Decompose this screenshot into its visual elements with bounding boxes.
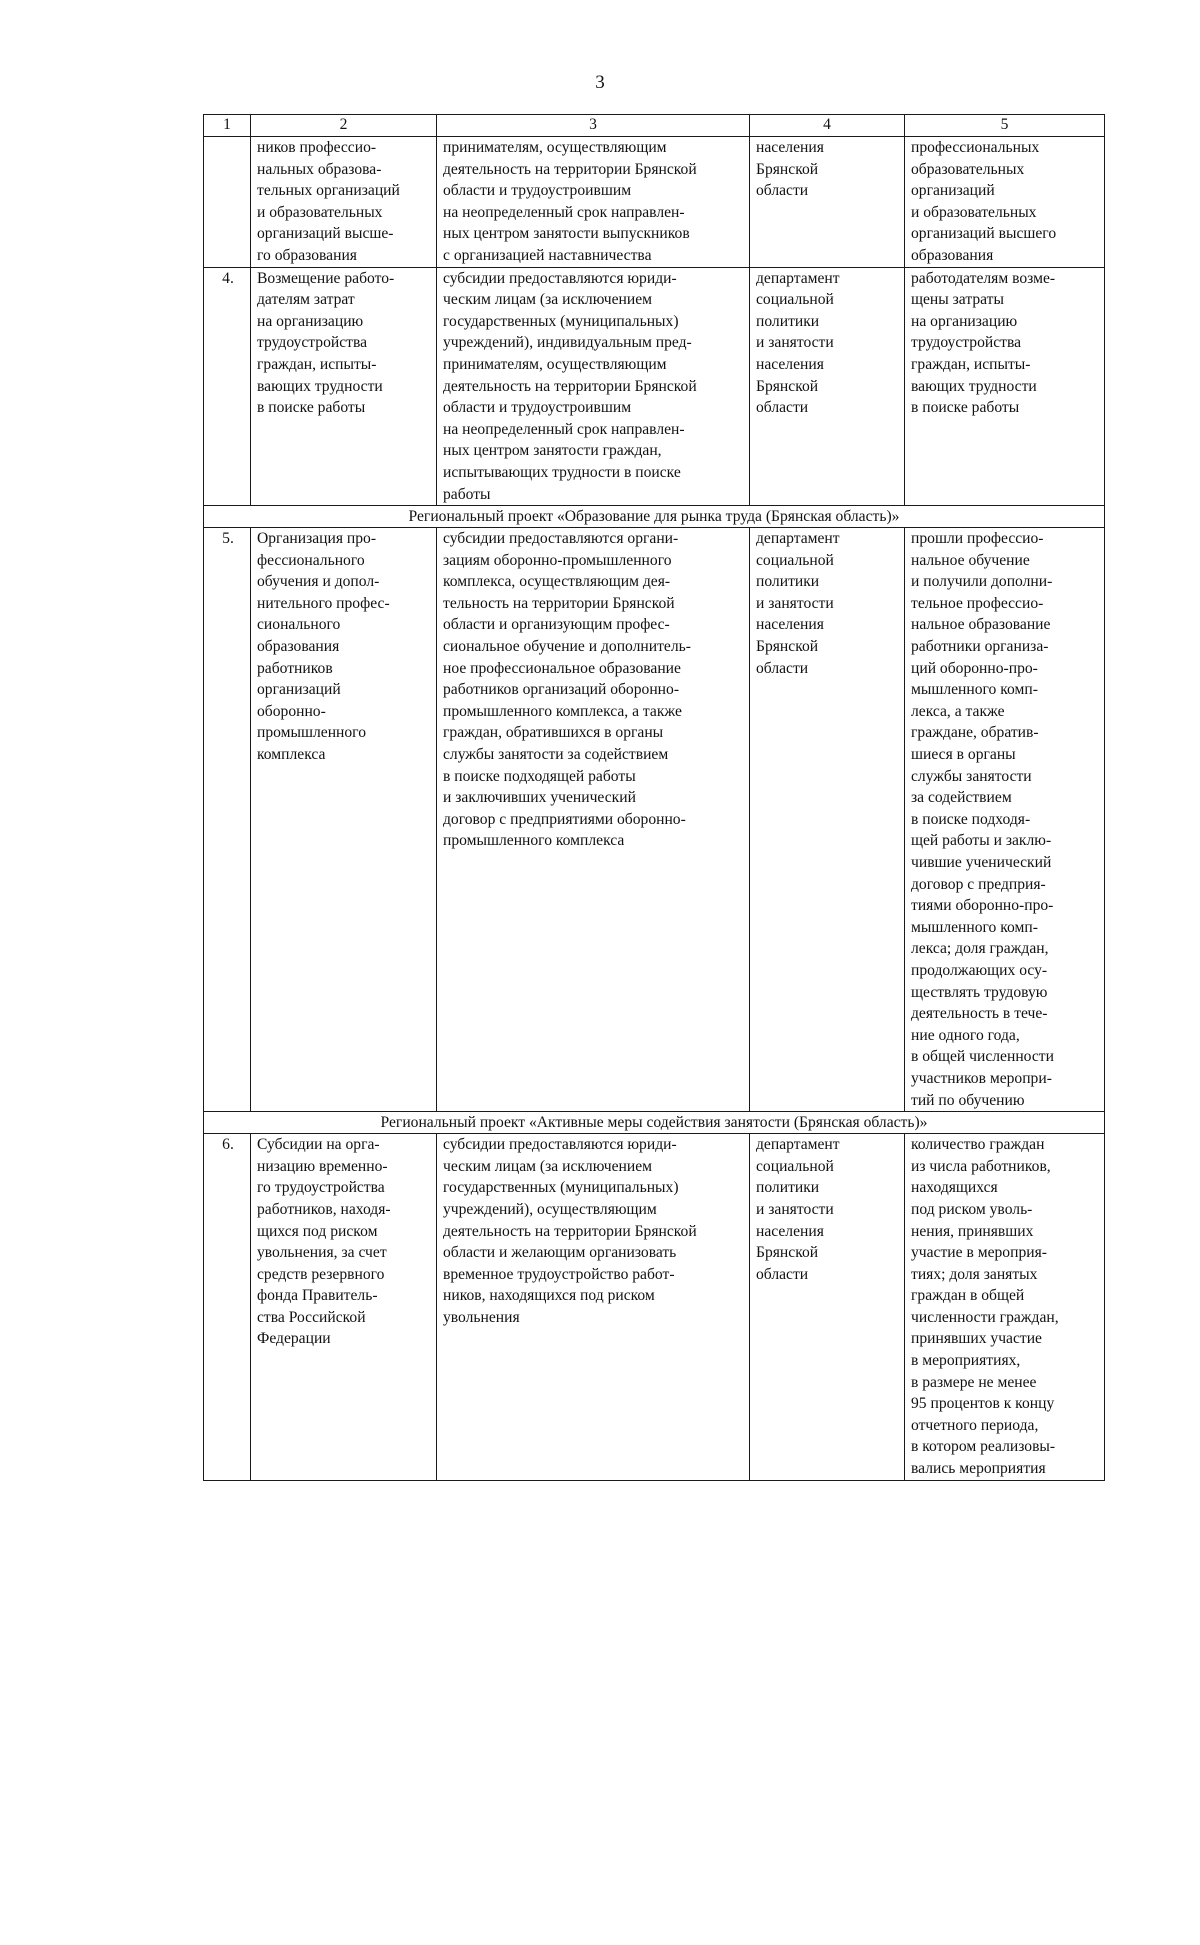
table-row — [204, 1134, 1105, 1481]
text-line: и заключивших ученический — [443, 789, 636, 807]
text-line: и образовательных — [911, 203, 1037, 221]
text-line: фонда Правитель- — [257, 1287, 378, 1305]
text-line: количество граждан — [911, 1136, 1045, 1154]
text-line: промышленного комплекса — [443, 832, 625, 850]
text-line: департамент — [756, 530, 840, 548]
section-heading: Региональный проект «Образование для рынка труда (Брянская область)» — [204, 506, 1105, 528]
text-line: го трудоустройства — [257, 1179, 385, 1197]
section-heading-row — [204, 1112, 1105, 1134]
text-line: ников, находящихся под риском — [443, 1287, 655, 1305]
text-line: государственных (муниципальных) — [443, 1179, 679, 1197]
text-line: увольнения, за счет — [257, 1244, 387, 1262]
text-line: в размере не менее — [911, 1373, 1037, 1391]
section-heading-row — [204, 506, 1105, 528]
text-line: государственных (муниципальных) — [443, 312, 679, 330]
text-line: образования — [911, 246, 994, 264]
text-line: ное профессиональное образование — [443, 659, 681, 677]
text-line: службы занятости — [911, 767, 1032, 785]
text-line: работников — [257, 659, 333, 677]
text-line: тиями оборонно-про- — [911, 897, 1054, 915]
text-line: работников, находя- — [257, 1200, 391, 1218]
text-line: с организацией наставничества — [443, 246, 652, 264]
text-line: населения — [756, 355, 824, 373]
text-line: в котором реализовы- — [911, 1438, 1056, 1456]
text-line: находящихся — [911, 1179, 998, 1197]
text-line: граждане, обратив- — [911, 724, 1039, 742]
column-header-3: 3 — [437, 115, 750, 137]
text-line: численности граждан, — [911, 1308, 1059, 1326]
text-line: продолжающих осу- — [911, 961, 1048, 979]
text-line: и образовательных — [257, 203, 383, 221]
text-line: средств резервного — [257, 1265, 385, 1283]
executor-cell — [750, 1134, 905, 1481]
text-line: ных центром занятости граждан, — [443, 442, 662, 460]
text-line: в поиске работы — [911, 399, 1020, 417]
text-line: политики — [756, 312, 820, 330]
text-line: щены затраты — [911, 291, 1004, 309]
column-header-1: 1 — [204, 115, 251, 137]
text-line: го образования — [257, 246, 357, 264]
text-line: социальной — [756, 1157, 834, 1175]
section-heading: Региональный проект «Активные меры содействия занятости (Брянская область)» — [204, 1112, 1105, 1134]
text-line: политики — [756, 1179, 820, 1197]
text-line: принявших участие — [911, 1330, 1042, 1348]
text-line: и занятости — [756, 1200, 834, 1218]
text-line: лекса, а также — [911, 702, 1005, 720]
text-line: области и организующим профес- — [443, 616, 670, 634]
executor-cell — [750, 267, 905, 506]
text-line: Возмещение работо- — [257, 269, 395, 287]
text-line: вающих трудности — [911, 377, 1037, 395]
text-line: организаций высше- — [257, 225, 394, 243]
text-line: населения — [756, 616, 824, 634]
text-line: и занятости — [756, 334, 834, 352]
text-line: организаций высшего — [911, 225, 1057, 243]
text-line: работников организаций оборонно- — [443, 681, 680, 699]
row-number: 4. — [204, 267, 251, 506]
text-line: в поиске подходя- — [911, 810, 1031, 828]
text-line: граждан, испыты- — [257, 355, 377, 373]
table-header-row — [204, 115, 1105, 137]
page-number: 3 — [595, 72, 605, 93]
text-line: и занятости — [756, 594, 834, 612]
text-line: фессионального — [257, 551, 365, 569]
text-line: принимателям, осуществляющим — [443, 355, 667, 373]
text-line: субсидии предоставляются органи- — [443, 530, 679, 548]
text-line: ников профессио- — [257, 139, 377, 156]
result-cell — [905, 528, 1105, 1112]
text-line: субсидии предоставляются юриди- — [443, 269, 677, 287]
text-line: трудоустройства — [257, 334, 368, 352]
text-line: оборонно- — [257, 702, 326, 720]
text-line: области и трудоустроившим — [443, 399, 632, 417]
text-line: политики — [756, 573, 820, 591]
text-line: населения — [756, 1222, 824, 1240]
text-line: нальное обучение — [911, 551, 1030, 569]
text-line: деятельность на территории Брянской — [443, 377, 697, 395]
text-line: тельных организаций — [257, 182, 400, 200]
measure-cell — [251, 137, 437, 268]
text-line: зациям оборонно-промышленного — [443, 551, 672, 569]
text-line: ных центром занятости выпускников — [443, 225, 690, 243]
text-line: отчетного периода, — [911, 1416, 1039, 1434]
result-cell — [905, 137, 1105, 268]
text-line: Брянской — [756, 1244, 819, 1262]
table-row — [204, 528, 1105, 1112]
text-line: деятельность на территории Брянской — [443, 160, 697, 178]
text-line: департамент — [756, 269, 840, 287]
measure-cell — [251, 267, 437, 506]
text-line: ние одного года, — [911, 1026, 1020, 1044]
column-header-5: 5 — [905, 115, 1105, 137]
text-line: организаций — [911, 182, 995, 200]
text-line: ческим лицам (за исключением — [443, 291, 653, 309]
measure-cell — [251, 528, 437, 1112]
text-line: вались мероприятия — [911, 1460, 1046, 1478]
text-line: 95 процентов к концу — [911, 1395, 1055, 1413]
executor-cell — [750, 137, 905, 268]
text-line: за содействием — [911, 789, 1012, 807]
text-line: в мероприятиях, — [911, 1352, 1021, 1370]
text-line: Брянской — [756, 160, 819, 178]
text-line: субсидии предоставляются юриди- — [443, 1136, 677, 1154]
text-line: образовательных — [911, 160, 1025, 178]
text-line: под риском уволь- — [911, 1200, 1033, 1218]
result-cell — [905, 1134, 1105, 1481]
text-line: службы занятости за содействием — [443, 746, 669, 764]
text-line: области — [756, 182, 809, 200]
text-line: социальной — [756, 551, 834, 569]
conditions-cell — [437, 267, 750, 506]
text-line: тельное профессио- — [911, 594, 1044, 612]
text-line: ций оборонно-про- — [911, 659, 1038, 677]
text-line: тий по обучению — [911, 1091, 1025, 1109]
text-line: области и трудоустроившим — [443, 182, 632, 200]
text-line: мышленного комп- — [911, 681, 1038, 699]
text-line: низацию временно- — [257, 1157, 388, 1175]
text-line: договор с предприя- — [911, 875, 1046, 893]
text-line: Организация про- — [257, 530, 377, 548]
measure-cell — [251, 1134, 437, 1481]
row-number: 5. — [204, 528, 251, 1112]
text-line: и получили дополни- — [911, 573, 1053, 591]
text-line: учреждений), индивидуальным пред- — [443, 334, 692, 352]
text-line: области — [756, 399, 809, 417]
measures-table — [203, 114, 1105, 1481]
text-line: в поиске работы — [257, 399, 366, 417]
text-line: комплекса — [257, 746, 326, 764]
conditions-cell — [437, 528, 750, 1112]
text-line: граждан в общей — [911, 1287, 1025, 1305]
text-line: социальной — [756, 291, 834, 309]
text-line: участие в мероприя- — [911, 1244, 1047, 1262]
text-line: участников меропри- — [911, 1069, 1052, 1087]
text-line: чившие ученический — [911, 854, 1052, 871]
text-line: ства Российской — [257, 1308, 366, 1326]
text-line: в поиске подходящей работы — [443, 767, 636, 785]
text-line: нительного профес- — [257, 594, 390, 612]
text-line: области — [756, 1265, 809, 1283]
text-line: щихся под риском — [257, 1222, 378, 1240]
text-line: деятельность на территории Брянской — [443, 1222, 697, 1240]
result-cell — [905, 267, 1105, 506]
conditions-cell — [437, 1134, 750, 1481]
column-header-2: 2 — [251, 115, 437, 137]
text-line: испытывающих трудности в поиске — [443, 463, 681, 481]
text-line: ческим лицам (за исключением — [443, 1157, 653, 1175]
text-line: промышленного — [257, 724, 366, 742]
text-line: тиях; доля занятых — [911, 1265, 1038, 1283]
text-line: работники организа- — [911, 638, 1049, 656]
text-line: учреждений), осуществляющим — [443, 1200, 657, 1218]
text-line: на организацию — [257, 312, 364, 330]
text-line: временное трудоустройство работ- — [443, 1265, 675, 1283]
text-line: сиональное обучение и дополнитель- — [443, 638, 691, 656]
text-line: работодателям возме- — [911, 269, 1056, 287]
text-line: комплекса, осуществляющим дея- — [443, 573, 671, 591]
text-line: мышленного комп- — [911, 918, 1038, 936]
text-line: тельность на территории Брянской — [443, 594, 675, 612]
text-line: нальных образова- — [257, 160, 382, 178]
text-line: щей работы и заклю- — [911, 832, 1052, 850]
text-line: образования — [257, 638, 340, 656]
text-line: деятельность в тече- — [911, 1005, 1048, 1023]
text-line: дателям затрат — [257, 291, 355, 309]
text-line: трудоустройства — [911, 334, 1022, 352]
text-line: промышленного комплекса, а также — [443, 702, 682, 720]
text-line: Субсидии на орга- — [257, 1136, 380, 1154]
table-row — [204, 267, 1105, 506]
text-line: работы — [443, 485, 491, 503]
text-line: принимателям, осуществляющим — [443, 139, 667, 156]
text-line: в общей численности — [911, 1048, 1054, 1066]
text-line: обучения и допол- — [257, 573, 380, 591]
text-line: Федерации — [257, 1330, 331, 1348]
column-header-4: 4 — [750, 115, 905, 137]
row-number: 6. — [204, 1134, 251, 1481]
text-line: ществлять трудовую — [911, 983, 1048, 1001]
text-line: области и желающим организовать — [443, 1244, 677, 1262]
text-line: организаций — [257, 681, 341, 699]
text-line: Брянской — [756, 638, 819, 656]
text-line: населения — [756, 139, 824, 156]
text-line: граждан, обратившихся в органы — [443, 724, 664, 742]
text-line: сионального — [257, 616, 341, 634]
executor-cell — [750, 528, 905, 1112]
conditions-cell — [437, 137, 750, 268]
text-line: вающих трудности — [257, 377, 383, 395]
text-line: нальное образование — [911, 616, 1051, 634]
text-line: департамент — [756, 1136, 840, 1154]
text-line: нения, принявших — [911, 1222, 1034, 1240]
table-row — [204, 137, 1105, 268]
text-line: на неопределенный срок направлен- — [443, 203, 685, 221]
text-line: увольнения — [443, 1308, 520, 1326]
text-line: Брянской — [756, 377, 819, 395]
text-line: области — [756, 659, 809, 677]
text-line: граждан, испыты- — [911, 355, 1031, 373]
text-line: лекса; доля граждан, — [911, 940, 1049, 958]
text-line: на неопределенный срок направлен- — [443, 420, 685, 438]
text-line: шиеся в органы — [911, 746, 1016, 764]
text-line: прошли профессио- — [911, 530, 1044, 548]
text-line: договор с предприятиями оборонно- — [443, 810, 686, 828]
row-number — [204, 137, 251, 268]
text-line: на организацию — [911, 312, 1018, 330]
text-line: профессиональных — [911, 139, 1040, 156]
text-line: из числа работников, — [911, 1157, 1051, 1175]
